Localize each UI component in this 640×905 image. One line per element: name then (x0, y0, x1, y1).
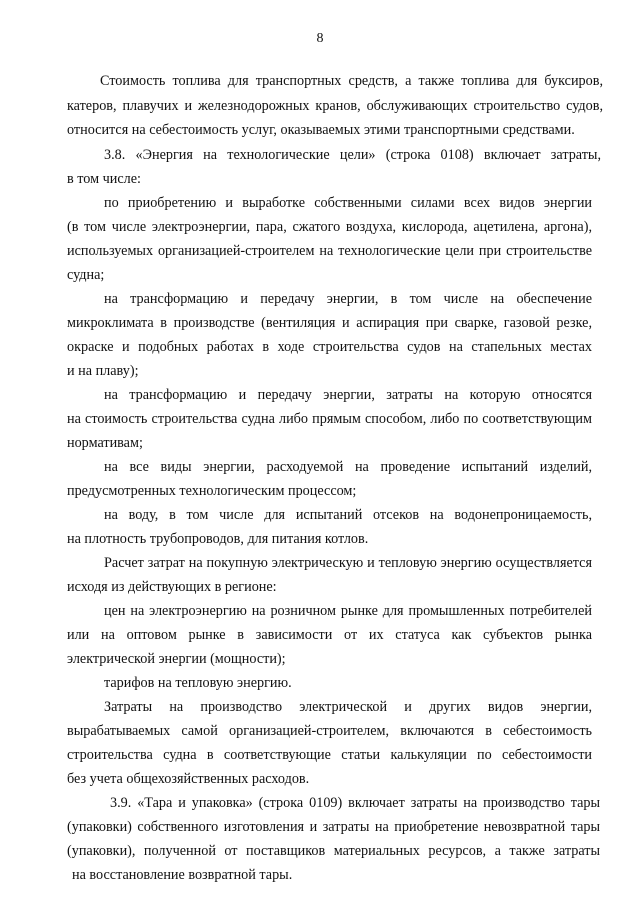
text-line: судна; (67, 267, 105, 283)
text-line: на стоимость строительства судна либо прямым способом, либо по соответствующим (67, 411, 592, 427)
text-line: предусмотренных технологическим процессом; (67, 483, 357, 499)
text-line: микроклимата в производстве (вентиляция и аспирация при сварке, газовой резке, (67, 315, 592, 331)
text-line: тарифов на тепловую энергию. (104, 675, 292, 691)
text-line: на воду, в том числе для испытаний отсеков на водонепроницаемость, (104, 507, 592, 523)
text-line: (в том числе электроэнергии, пара, сжатого воздуха, кислорода, ацетилена, аргона), (67, 219, 592, 235)
text-line: (упаковки) собственного изготовления и затраты на приобретение невозвратной тары (67, 819, 600, 835)
text-line: 3.9. «Тара и упаковка» (строка 0109) включает затраты на производство тары (110, 795, 600, 811)
text-line: на трансформацию и передачу энергии, затраты на которую относятся (104, 387, 592, 403)
text-line: на трансформацию и передачу энергии, в том числе на обеспечение (104, 291, 592, 307)
text-line: на все виды энергии, расходуемой на проведение испытаний изделий, (104, 459, 592, 475)
text-line: без учета общехозяйственных расходов. (67, 771, 310, 787)
text-line: Стоимость топлива для транспортных средств, а также топлива для буксиров, (100, 73, 603, 89)
text-line: в том числе: (67, 171, 141, 187)
text-line: и на плаву); (67, 363, 139, 379)
text-line: используемых организацией-строителем на технологические цели при строительстве (67, 243, 592, 259)
text-line: катеров, плавучих и железнодорожных кранов, обслуживающих строительство судов, (67, 98, 603, 114)
text-line: или на оптовом рынке в зависимости от их статуса как субъектов рынка (67, 627, 592, 643)
page-number: 8 (316, 31, 324, 46)
text-line: на плотность трубопроводов, для питания котлов. (67, 531, 369, 547)
text-line: цен на электроэнергию на розничном рынке для промышленных потребителей (104, 603, 592, 619)
text-line: 3.8. «Энергия на технологические цели» (строка 0108) включает затраты, (104, 147, 601, 163)
text-line: вырабатываемых самой организацией-строителем, включаются в себестоимость (67, 723, 592, 739)
text-line: электрической энергии (мощности); (67, 651, 286, 667)
text-line: относится на себестоимость услуг, оказываемых этими транспортными средствами. (67, 122, 575, 138)
text-line: исходя из действующих в регионе: (67, 579, 277, 595)
text-line: Расчет затрат на покупную электрическую и тепловую энергию осуществляется (104, 555, 592, 571)
text-line: Затраты на производство электрической и других видов энергии, (104, 699, 592, 715)
text-line: (упаковки), полученной от поставщиков материальных ресурсов, а также затраты (67, 843, 600, 859)
text-line: окраске и подобных работах в ходе строительства судов на стапельных местах (67, 339, 592, 355)
text-line: строительства судна в соответствующие статьи калькуляции по себестоимости (67, 747, 592, 763)
text-line: по приобретению и выработке собственными силами всех видов энергии (104, 195, 592, 211)
text-line: на восстановление возвратной тары. (72, 867, 293, 883)
text-line: нормативам; (67, 435, 143, 451)
